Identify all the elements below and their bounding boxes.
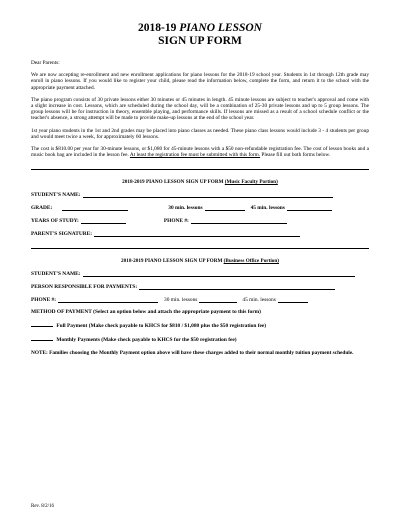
fortyfive-min-field-2[interactable]: [278, 297, 308, 303]
grade-label: GRADE:: [31, 205, 53, 212]
thirty-min-field-2[interactable]: [199, 297, 237, 303]
monthly-payment-option: [31, 335, 369, 343]
form-portion-label: (Music Faculty Portion): [224, 179, 278, 186]
phone-field[interactable]: [191, 218, 287, 224]
paragraph-cost: [31, 146, 369, 158]
full-payment-checkline[interactable]: [31, 321, 53, 327]
student-name-field[interactable]: [83, 192, 333, 198]
paragraph-program: The piano program consists of 30 private lessons either 30 minutes or 45 minutes in length. 45 minute lessons are subject to teacher's approval and come with a slight increase in cost. Lessons, which are scheduled during the school day, will be a combination of 25-30 private lessons and up to 5 group lessons. The group lessons will be for instruction in theory, ensemble playing, and performance skills. If lessons are missed as a result of a school schedule conflict or the teacher's absence, a strong attempt will be made to provide make-up lessons at the end of the school year.: [31, 96, 369, 122]
student-name-row: [31, 191, 369, 198]
fortyfive-min-field[interactable]: [287, 205, 332, 211]
music-faculty-form-heading: [31, 179, 369, 185]
document-title: [31, 22, 369, 35]
paragraph-piano-classes: 1st year piano students in the 1st and 2nd grades may be placed into piano classes as needed. These piano class lessons would include 3 - 4 students per group and would meet twice a week, for approximately 60 lessons.: [31, 127, 369, 140]
form-heading-text: 2018-2019 PIANO LESSON SIGN UP FORM: [122, 179, 224, 186]
form-heading-text: 2018-2019 PIANO LESSON SIGN UP FORM: [121, 258, 223, 265]
cost-text: The cost is $810.00 per year for 30-minute lessons, or $1,080 for 45-minute lessons with a $50 non-refundable registration fee. The cost of lesson books and a music book bag are included in the lesson fee.: [31, 146, 369, 159]
student-name-row-2: [31, 270, 369, 277]
grade-field[interactable]: [62, 205, 128, 211]
phone-lessons-row: [31, 296, 369, 303]
grade-row: [31, 204, 369, 211]
method-of-payment: METHOD OF PAYMENT (Select an option below and attach the appropriate payment to this form): [31, 309, 261, 316]
person-responsible-label: PERSON RESPONSIBLE FOR PAYMENTS:: [31, 284, 138, 291]
thirty-min-label-2: 30 min. lessons: [164, 297, 198, 304]
years-of-study-label: YEARS OF STUDY:: [31, 218, 79, 225]
years-of-study-field[interactable]: [81, 218, 126, 224]
years-phone-row: [31, 217, 369, 224]
title-piano-lesson: PIANO LESSON: [179, 22, 262, 34]
fill-out-instruction: Please fill out both forms below.: [261, 152, 331, 159]
monthly-payment-checkline[interactable]: [31, 335, 53, 341]
student-name-label-2: STUDENT'S NAME:: [31, 271, 81, 278]
salutation: Dear Parents:: [31, 60, 60, 66]
person-responsible-row: [31, 283, 369, 290]
form-portion-label: (Business Office Portion): [223, 258, 279, 265]
registration-fee-notice: At least the registration fee must be submitted with this form.: [129, 152, 261, 159]
thirty-min-label: 30 min. lessons: [168, 205, 203, 212]
revision-date: Rev. 8/2/16: [31, 504, 55, 509]
student-name-field-2[interactable]: [83, 271, 355, 277]
title-year: 2018-19: [138, 22, 177, 34]
full-payment-option: [31, 321, 369, 329]
monthly-payment-label: Monthly Payments (Make check payable to KHCS for the $50 registration fee): [56, 337, 237, 344]
section-divider-1: [31, 169, 369, 170]
monthly-note: NOTE: Families choosing the Monthly Payment option above will have these charges added to their normal monthly tuition payment schedule.: [31, 350, 354, 357]
paragraph-enrollment: We are now accepting re-enrollment and new enrollment applications for piano lessons for the 2018-19 school year. Students in 1st through 12th grade may enroll in piano lessons. If you would like to register your child, please read the information below, complete the form, and return it to the school with the appropriate payment attached.: [31, 72, 369, 91]
document-subtitle: SIGN UP FORM: [158, 35, 242, 47]
parent-signature-row: [31, 230, 369, 237]
section-divider-2: [31, 248, 369, 249]
business-office-form-heading: [31, 258, 369, 264]
full-payment-label: Full Payment (Make check payable to KHCS for $810 / $1,080 plus the $50 registration fee): [56, 323, 267, 330]
phone-label-2: PHONE #:: [31, 297, 57, 304]
person-responsible-field[interactable]: [139, 284, 335, 290]
phone-field-2[interactable]: [58, 297, 158, 303]
student-name-label: STUDENT'S NAME:: [31, 192, 81, 199]
parent-signature-field[interactable]: [94, 231, 300, 237]
thirty-min-field[interactable]: [205, 205, 245, 211]
parent-signature-label: PARENT'S SIGNATURE:: [31, 231, 93, 238]
phone-label: PHONE #:: [163, 218, 189, 225]
fortyfive-min-label-2: 45 min. lessons: [242, 297, 276, 304]
fortyfive-min-label: 45 min. lessons: [250, 205, 285, 212]
